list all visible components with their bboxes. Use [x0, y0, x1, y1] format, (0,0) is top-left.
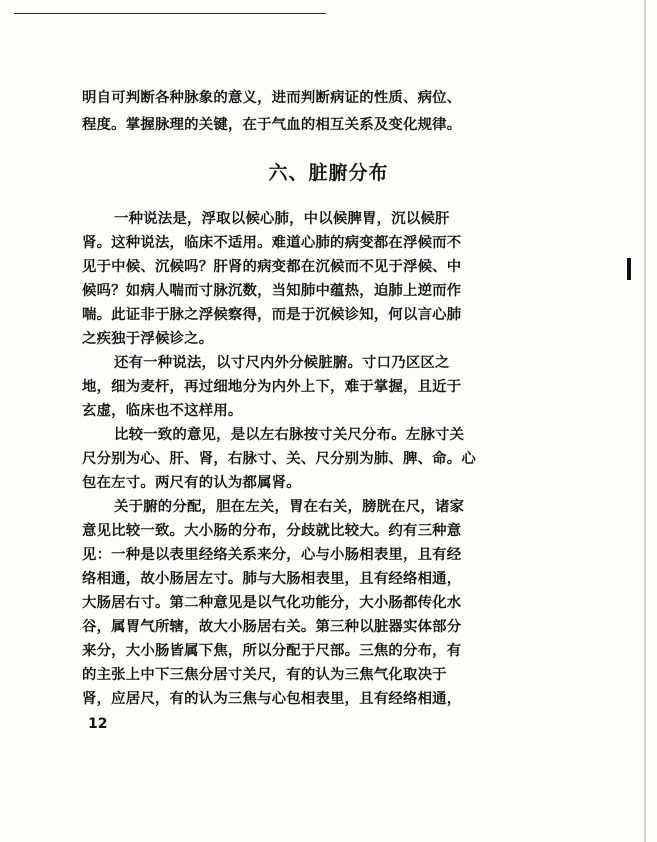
text-line: 肾。这种说法，临床不适用。难道心肺的病变都在浮候而不: [82, 234, 462, 251]
page-number: 12: [88, 716, 108, 732]
margin-mark: [627, 258, 631, 280]
text-line: 玄虚，临床也不这样用。: [82, 402, 243, 419]
text-line: 见于中候、沉候吗？肝肾的病变都在沉候而不见于浮候、中: [82, 258, 462, 275]
page-edge-shadow: [644, 0, 646, 842]
text-line: 还有一种说法，以寸尺内外分候脏腑。寸口乃区区之: [114, 354, 450, 371]
text-line: 之疾独于浮候诊之。: [82, 330, 214, 347]
text-line: 一种说法是，浮取以候心肺，中以候脾胃，沉以候肝: [114, 210, 450, 227]
text-line: 包在左寸。两尺有的认为都属肾。: [82, 474, 301, 491]
text-line: 地，细为麦杆，再过细地分为内外上下，难于掌握，且近于: [82, 378, 462, 395]
text-line: 候吗？如病人喘而寸脉沉数，当知肺中蕴热，迫肺上逆而作: [82, 282, 462, 299]
text-line: 关于腑的分配，胆在左关，胃在右关，膀胱在尺，诸家: [114, 498, 465, 515]
section-heading: 六、脏腑分布: [268, 162, 389, 184]
text-line: 见：一种是以表里经络关系来分，心与小肠相表里，且有经: [82, 546, 462, 563]
text-line: 意见比较一致。大小肠的分布，分歧就比较大。约有三种意: [82, 522, 462, 539]
text-line: 比较一致的意见，是以左右脉按寸关尺分布。左脉寸关: [114, 426, 465, 443]
text-line: 喘。此证非于脉之浮候察得，而是于沉候诊知，何以言心肺: [82, 306, 462, 323]
text-line: 来分，大小肠皆属下焦，所以分配于尺部。三焦的分布，有: [82, 642, 462, 659]
text-line: 尺分别为心、肝、肾，右脉寸、关、尺分别为肺、脾、命。心: [82, 450, 476, 467]
text-line: 肾，应居尺，有的认为三焦与心包相表里，且有经络相通，: [82, 690, 462, 707]
text-line: 明自可判断各种脉象的意义，进而判断病证的性质、病位、: [82, 89, 462, 106]
text-line: 大肠居右寸。第二种意见是以气化功能分，大小肠都传化水: [82, 594, 462, 611]
text-line: 谷，属胃气所辖，故大小肠居右关。第三种以脏器实体部分: [82, 618, 462, 635]
text-line: 的主张上中下三焦分居寸关尺，有的认为三焦气化取决于: [82, 666, 447, 683]
text-line: 程度。掌握脉理的关键，在于气血的相互关系及变化规律。: [82, 116, 462, 133]
text-line: 络相通，故小肠居左寸。肺与大肠相表里，且有经络相通，: [82, 570, 462, 587]
top-rule: [14, 13, 326, 14]
